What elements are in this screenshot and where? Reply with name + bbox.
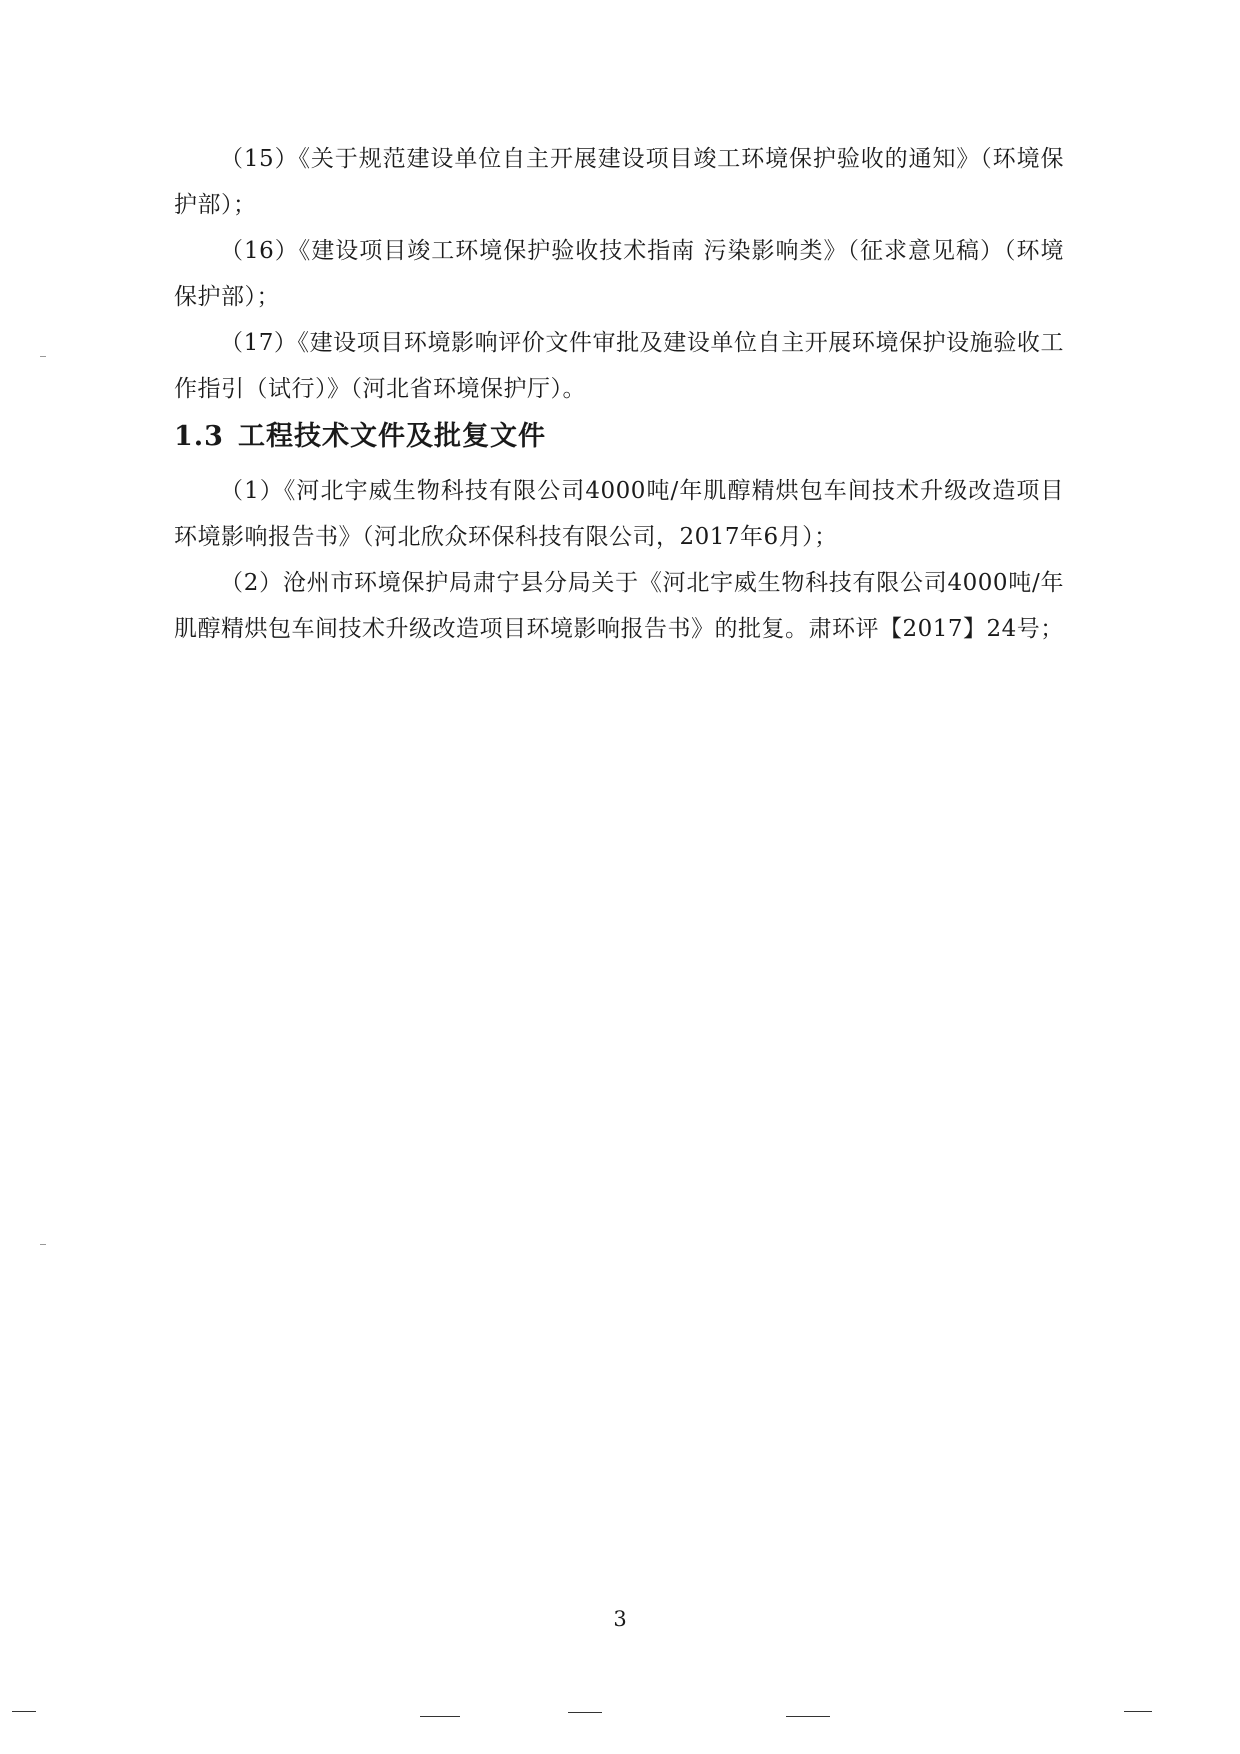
section-number: 1.3 <box>174 421 224 452</box>
scan-artifact-line <box>1124 1711 1152 1712</box>
scan-artifact-line <box>568 1712 602 1713</box>
scan-artifact-mark <box>40 1244 46 1245</box>
document-body <box>174 136 1064 652</box>
section-heading <box>174 412 1064 462</box>
section-title: 工程技术文件及批复文件 <box>237 421 546 452</box>
reference-item-15: （15）《关于规范建设单位自主开展建设项目竣工环境保护验收的通知》（环境保护部）； <box>174 146 1064 218</box>
reference-item-17: （17）《建设项目环境影响评价文件审批及建设单位自主开展环境保护设施验收工作指引（试行）》（河北省环境保护厅）。 <box>174 330 1064 402</box>
technical-file-item-1: （1）《河北宇威生物科技有限公司4000吨/年肌醇精烘包车间技术升级改造项目环境影响报告书》（河北欣众环保科技有限公司，2017年6月）； <box>174 478 1064 550</box>
scan-artifact-line <box>786 1716 830 1717</box>
scan-artifact-line <box>420 1716 460 1717</box>
scan-artifact-mark <box>40 356 46 357</box>
scan-artifact-line <box>12 1711 36 1712</box>
technical-file-item-2: （2）沧州市环境保护局肃宁县分局关于《河北宇威生物科技有限公司4000吨/年肌醇精烘包车间技术升级改造项目环境影响报告书》的批复。肃环评【2017】24号； <box>174 570 1064 642</box>
reference-item-16: （16）《建设项目竣工环境保护验收技术指南 污染影响类》（征求意见稿）（环境保护部）； <box>174 238 1064 310</box>
page-number: 3 <box>613 1607 627 1631</box>
